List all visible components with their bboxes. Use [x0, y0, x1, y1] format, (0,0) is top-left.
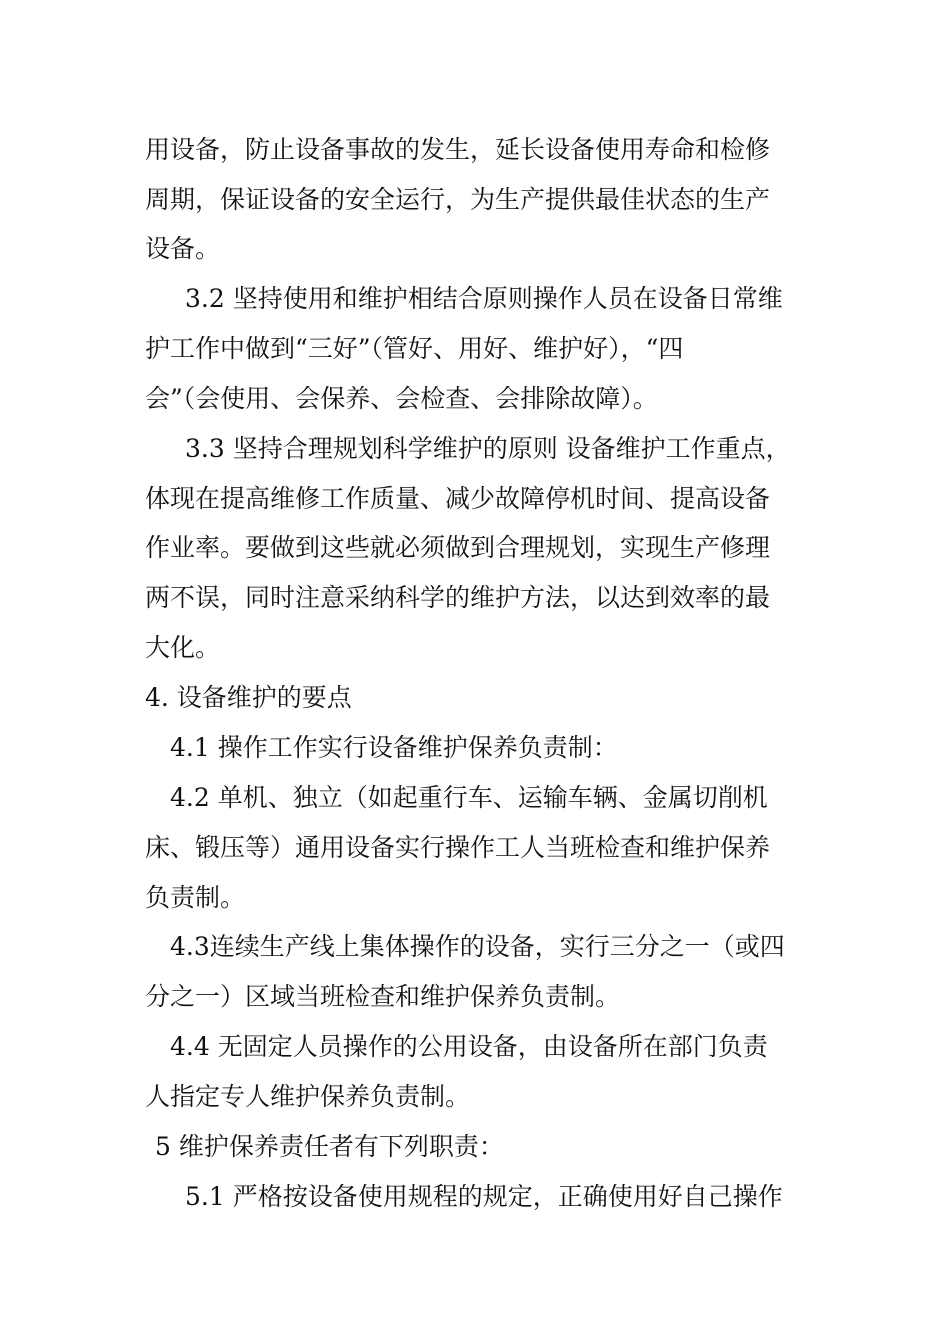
- paragraph-line: 负责制。: [145, 883, 246, 912]
- paragraph-line: 床、锻压等）通用设备实行操作工人当班检查和维护保养: [145, 833, 771, 862]
- section-5-heading: 5 维护保养责任者有下列职责：: [155, 1132, 504, 1161]
- paragraph-line: 人指定专人维护保养负责制。: [145, 1082, 471, 1111]
- paragraph-line: 两不误，同时注意采纳科学的维护方法，以达到效率的最: [145, 583, 771, 612]
- paragraph-line: 设备。: [145, 234, 221, 263]
- paragraph-line: 用设备，防止设备事故的发生，延长设备使用寿命和检修: [145, 135, 771, 164]
- section-4-heading: 4. 设备维护的要点: [145, 683, 352, 712]
- paragraph-line: 分之一）区域当班检查和维护保养负责制。: [145, 982, 621, 1011]
- paragraph-line: 作业率。要做到这些就必须做到合理规划，实现生产修理: [145, 533, 771, 562]
- section-4-4-line: 4.4 无固定人员操作的公用设备，由设备所在部门负责: [170, 1032, 768, 1061]
- paragraph-line: 体现在提高维修工作质量、减少故障停机时间、提高设备: [145, 484, 771, 513]
- section-3-2-line: 3.2 坚持使用和维护相结合原则操作人员在设备日常维: [185, 284, 783, 313]
- paragraph-line: 护工作中做到“三好”（管好、用好、维护好），“四: [145, 334, 684, 363]
- section-5-1-line: 5.1 严格按设备使用规程的规定，正确使用好自己操作: [185, 1182, 783, 1211]
- paragraph-line: 会”（会使用、会保养、会检查、会排除故障）。: [145, 384, 658, 413]
- section-3-3-line: 3.3 坚持合理规划科学维护的原则 设备维护工作重点，: [185, 434, 791, 463]
- section-4-1-line: 4.1 操作工作实行设备维护保养负责制：: [170, 733, 618, 762]
- paragraph-line: 周期，保证设备的安全运行，为生产提供最佳状态的生产: [145, 185, 771, 214]
- paragraph-line: 大化。: [145, 633, 221, 662]
- section-4-2-line: 4.2 单机、独立（如起重行车、运输车辆、金属切削机: [170, 783, 768, 812]
- section-4-3-line: 4.3连续生产线上集体操作的设备，实行三分之一（或四: [170, 932, 785, 961]
